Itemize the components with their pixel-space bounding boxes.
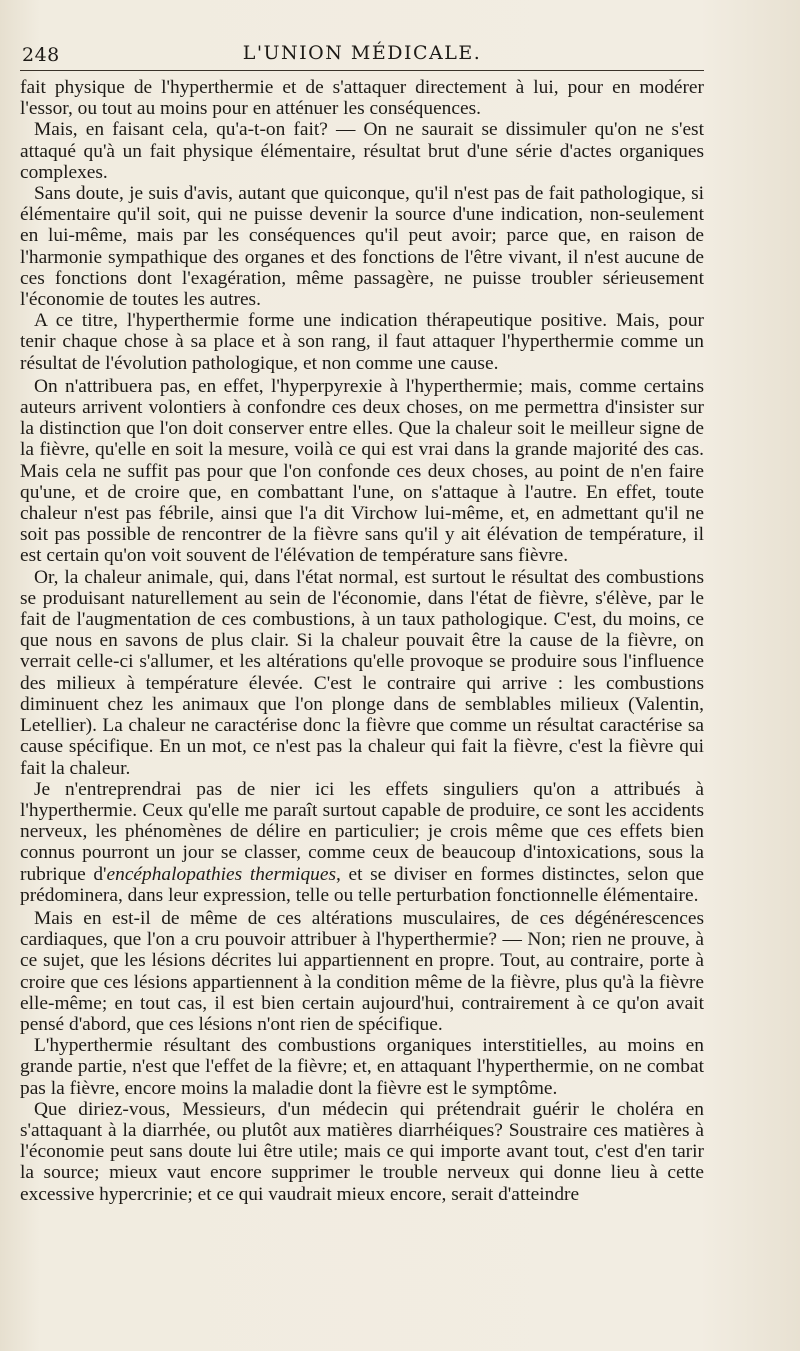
paragraph: Que diriez-vous, Messieurs, d'un médecin qui prétendrait guérir le choléra en s'attaquant à la diarrhée, ou plutôt aux matières diarrhéiques? Soustraire ces matières à l'économie peut sans doute lui être utile; mais ce qui importe avant tout, c'est d'en tarir la source; mieux vaut encore supprimer le trouble nerveux qui donne lieu à cette excessive hypercrinie; et ce qui vaudrait mieux encore, serait d'atteindre (20, 1098, 704, 1205)
paragraph: Mais en est-il de même de ces altérations musculaires, de ces dégénérescences cardiaques, que l'on a cru pouvoir attribuer à l'hyperthermie? — Non; rien ne prouve, à ce sujet, que les lésions décrites lui appartiennent en propre. Tout, au contraire, porte à croire que ces lésions appartiennent à la condition même de la fièvre, plus qu'à la fièvre elle-même; en tout cas, il est bien certain aujourd'hui, contrairement à ce qu'on avait pensé d'abord, que ces lésions n'ont rien de spécifique. (20, 907, 704, 1035)
paragraph: fait physique de l'hyperthermie et de s'attaquer directement à lui, pour en modérer l'essor, ou tout au moins pour en atténuer les conséquences. (20, 77, 704, 120)
paragraph: Or, la chaleur animale, qui, dans l'état normal, est surtout le résultat des combustions se produisant naturellement au sein de l'économie, dans l'état de fièvre, s'élève, par le fait de l'augmentation de ces combustions, à un taux pathologique. C'est, du moins, ce que nous en savons de plus clair. Si la chaleur pouvait être la cause de la fièvre, on verrait celle-ci s'allumer, et les altérations qu'elle provoque se produire sous l'influence des milieux à température élevée. C'est le contraire qui arrive : les combustions diminuent chez les animaux que l'on plonge dans de semblables milieux (Valentin, Letellier). La chaleur ne caractérise donc la fièvre que comme un résultat caractérise sa cause spécifique. En un mot, ce n'est pas la chaleur qui fait la fièvre, c'est la fièvre qui fait la chaleur. (20, 566, 704, 779)
article-body (20, 77, 704, 1205)
page-number: 248 (22, 44, 60, 66)
italic-term: encéphalopathies thermiques (106, 863, 337, 885)
paragraph: L'hyperthermie résultant des combustions organiques interstitielles, au moins en grande partie, n'est que l'effet de la fièvre; et, en attaquant l'hyperthermie, on ne combat pas la fièvre, encore moins la maladie dont la fièvre est le symptôme. (20, 1035, 704, 1099)
running-title: L'UNION MÉDICALE. (242, 42, 482, 64)
paragraph (20, 779, 704, 906)
paragraph-text: , et se diviser en formes distinctes, selon que prédominera, dans leur expression, telle ou telle perturbation fonctionnelle élémentaire. (20, 863, 704, 906)
header-rule (20, 70, 704, 71)
paragraph: Sans doute, je suis d'avis, autant que quiconque, qu'il n'est pas de fait pathologique, si élémentaire qu'il soit, qui ne puisse devenir la source d'une indication, non-seulement en lui-même, mais par les conséquences qu'il peut avoir; parce que, en raison de l'harmonie sympathique des organes et des fonctions de l'être vivant, il n'est aucune de ces fonctions dont l'exagération, même passagère, ne puisse troubler sérieusement l'économie de toutes les autres. (20, 183, 704, 311)
paragraph: A ce titre, l'hyperthermie forme une indication thérapeutique positive. Mais, pour tenir chaque chose à sa place et à son rang, il faut attaquer l'hyperthermie comme un résultat de l'évolution pathologique, et non comme une cause. (20, 310, 704, 374)
paragraph-text: Je n'entreprendrai pas de nier ici les effets singuliers qu'on a attribués à l'hyperthermie. Ceux qu'elle me paraît surtout capable de produire, ce sont les accidents nerveux, les phénomènes de délire en particulier; je crois même que ces effets bien connus pourront un jour se classer, comme ceux de beaucoup d'intoxications, sous la rubrique d' (20, 778, 704, 885)
paragraph: Mais, en faisant cela, qu'a-t-on fait? — On ne saurait se dissimuler qu'on ne s'est attaqué qu'à un fait physique élémentaire, résultat brut d'une série d'actes organiques complexes. (20, 119, 704, 183)
paragraph: On n'attribuera pas, en effet, l'hyperpyrexie à l'hyperthermie; mais, comme certains auteurs arrivent volontiers à confondre ces deux choses, on me permettra d'insister sur la distinction que l'on doit conserver entre elles. Que la chaleur soit le meilleur signe de la fièvre, qu'elle en soit la mesure, voilà ce qui est vrai dans la grande majorité des cas. Mais cela ne suffit pas pour que l'on confonde ces deux choses, au point de n'en faire qu'une, et de croire que, en combattant l'une, on s'attaque à l'autre. En effet, toute chaleur n'est pas fébrile, ainsi que l'a dit Virchow lui-même, et, en admettant qu'il ne soit pas possible de rencontrer de la fièvre sans qu'il y ait élévation de température, il est certain qu'on voit souvent de l'élévation de température sans fièvre. (20, 375, 704, 567)
page-header (20, 38, 704, 68)
